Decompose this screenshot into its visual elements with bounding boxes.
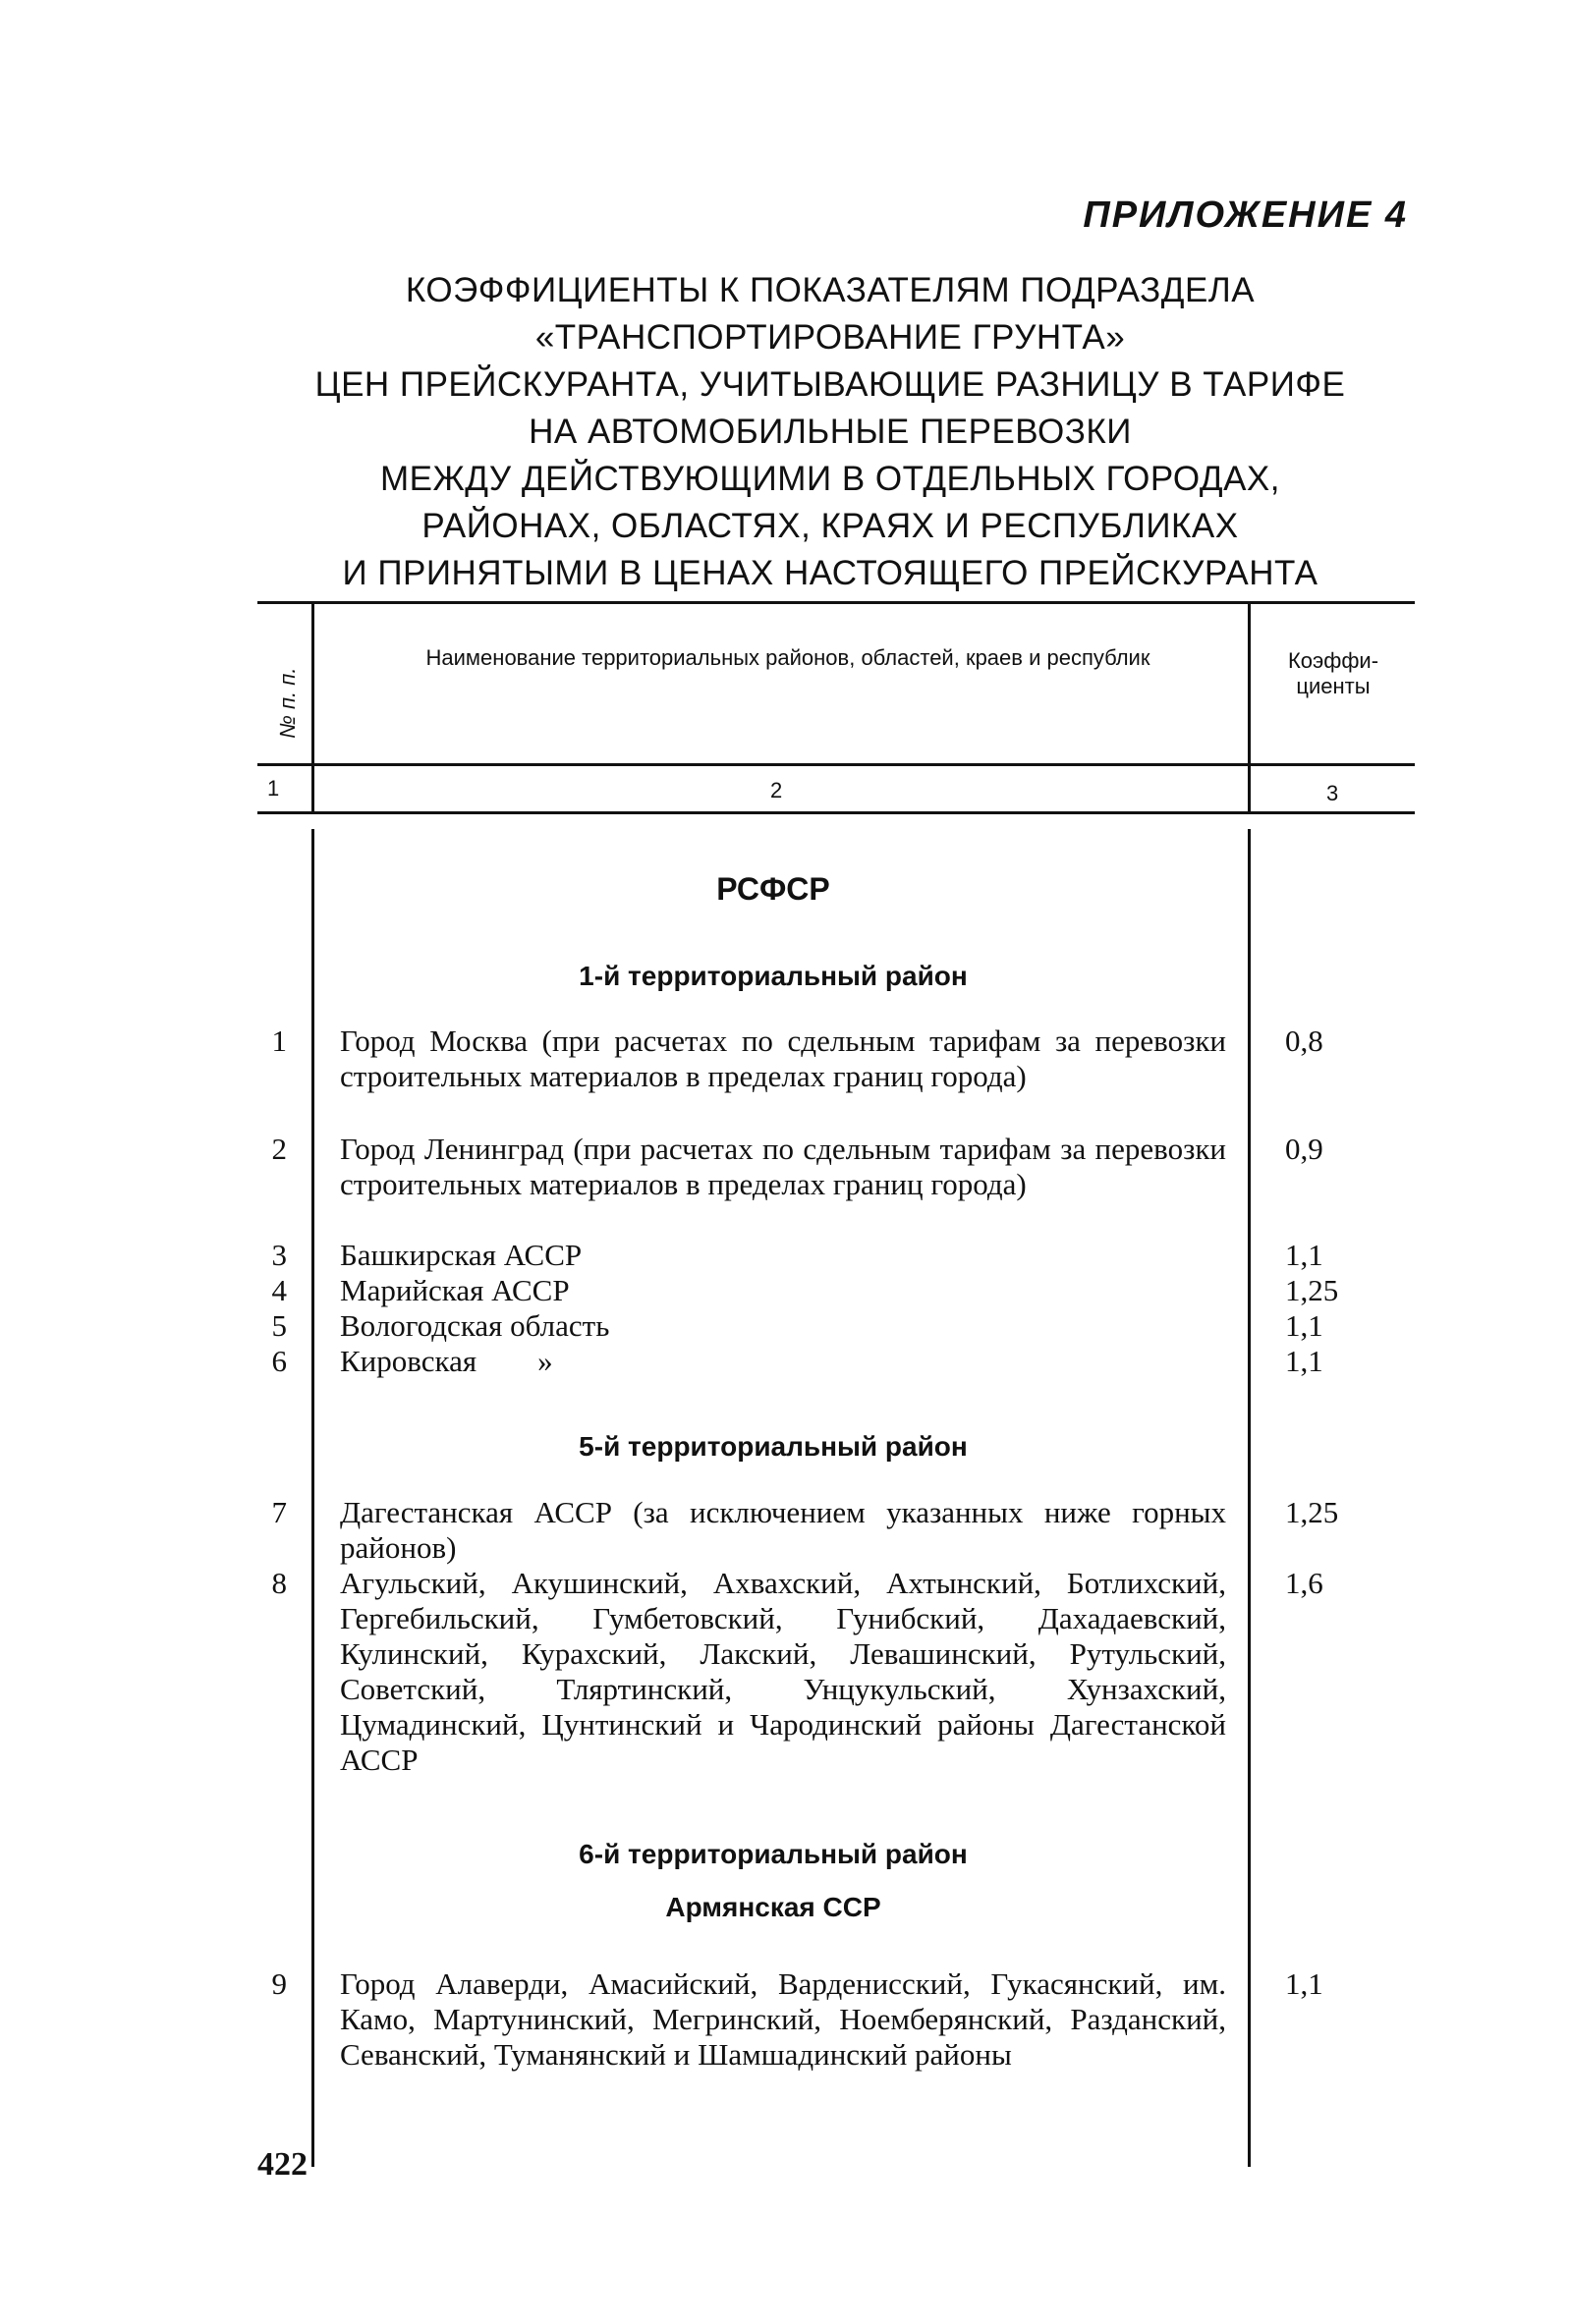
row-name: Дагестанская АССР (за исключением указанных ниже горных районов) xyxy=(340,1495,1226,1565)
table-top-rule xyxy=(257,601,1415,604)
column-number-3: 3 xyxy=(1326,781,1339,805)
row-coefficient: 1,6 xyxy=(1285,1566,1323,1600)
row-coefficient: 0,9 xyxy=(1285,1132,1323,1166)
coefficients-table xyxy=(257,601,1415,2173)
row-coefficient: 1,25 xyxy=(1285,1495,1339,1529)
row-number: 2 xyxy=(271,1132,287,1166)
row-number: 1 xyxy=(271,1024,287,1058)
column-divider-2 xyxy=(1248,601,1251,811)
row-number: 7 xyxy=(271,1495,287,1529)
header-coefficients: Коэффи-циенты xyxy=(1287,648,1379,698)
row-name: Кировская » xyxy=(340,1344,553,1378)
page-number: 422 xyxy=(257,2146,308,2183)
column-divider-2-body xyxy=(1248,829,1251,2167)
document-title xyxy=(226,267,1434,597)
row-number: 6 xyxy=(271,1344,287,1378)
row-number: 5 xyxy=(271,1308,287,1343)
row-number: 9 xyxy=(271,1966,287,2001)
section-heading: 6-й территориальный район xyxy=(579,1839,968,1869)
column-divider-1 xyxy=(311,601,314,811)
column-number-1: 1 xyxy=(267,776,280,801)
republic-heading: РСФСР xyxy=(716,871,830,907)
colnum-bottom-rule xyxy=(257,811,1415,814)
header-number: № п. п. xyxy=(275,667,300,739)
row-name: Город Москва (при расчетах по сдельным тарифам за перевозки строительных материалов в пределах границ города) xyxy=(340,1024,1226,1093)
title-line: МЕЖДУ ДЕЙСТВУЮЩИМИ В ОТДЕЛЬНЫХ ГОРОДАХ, xyxy=(379,460,1281,498)
appendix-label: ПРИЛОЖЕНИЕ 4 xyxy=(1083,194,1408,236)
row-name: Город Алаверди, Амасийский, Варденисский, Гукасянский, им. Камо, Мартунинский, Мегринский, Ноемберянский, Разданский, Севанский, Туманянский и Шамшадинский районы xyxy=(340,1966,1226,2072)
header-bottom-rule xyxy=(257,763,1415,766)
column-number-2: 2 xyxy=(770,778,783,802)
row-coefficient: 1,1 xyxy=(1285,1966,1323,2001)
section-heading: 5-й территориальный район xyxy=(579,1431,968,1462)
row-coefficient: 0,8 xyxy=(1285,1024,1323,1058)
title-line: ЦЕН ПРЕЙСКУРАНТА, УЧИТЫВАЮЩИЕ РАЗНИЦУ В ТАРИФЕ xyxy=(314,365,1346,404)
row-coefficient: 1,1 xyxy=(1285,1344,1323,1378)
row-name: Вологодская область xyxy=(340,1308,610,1343)
title-line: РАЙОНАХ, ОБЛАСТЯХ, КРАЯХ И РЕСПУБЛИКАХ xyxy=(421,507,1239,545)
row-name: Город Ленинград (при расчетах по сдельным тарифам за перевозки строительных материалов в пределах границ города) xyxy=(340,1132,1226,1201)
title-line: НА АВТОМОБИЛЬНЫЕ ПЕРЕВОЗКИ xyxy=(529,413,1132,451)
row-number: 4 xyxy=(271,1273,287,1307)
row-name: Марийская АССР xyxy=(340,1273,570,1307)
row-number: 8 xyxy=(271,1566,287,1600)
row-number: 3 xyxy=(271,1238,287,1272)
row-coefficient: 1,25 xyxy=(1285,1273,1339,1307)
row-coefficient: 1,1 xyxy=(1285,1238,1323,1272)
title-line: И ПРИНЯТЫМИ В ЦЕНАХ НАСТОЯЩЕГО ПРЕЙСКУРАНТА xyxy=(342,554,1318,592)
row-name: Башкирская АССР xyxy=(340,1238,583,1272)
row-coefficient: 1,1 xyxy=(1285,1308,1323,1343)
title-line: КОЭФФИЦИЕНТЫ К ПОКАЗАТЕЛЯМ ПОДРАЗДЕЛА xyxy=(405,271,1256,309)
section-heading: 1-й территориальный район xyxy=(579,961,968,991)
header-name: Наименование территориальных районов, областей, краев и республик xyxy=(425,645,1150,670)
title-line: «ТРАНСПОРТИРОВАНИЕ ГРУНТА» xyxy=(534,318,1126,357)
section-subheading: Армянская ССР xyxy=(665,1892,881,1922)
row-name: Агульский, Акушинский, Ахвахский, Ахтынский, Ботлихский, Гергебильский, Гумбетовский, Гунибский, Дахадаевский, Кулинский, Курахский, Лакский, Левашинский, Рутульский, Советский, Тляртинский, Унцукульский, Хунзахский, Цумадинский, Цунтинский и Чародинский районы Дагестанской АССР xyxy=(340,1566,1226,1777)
column-divider-1-body xyxy=(311,829,314,2167)
